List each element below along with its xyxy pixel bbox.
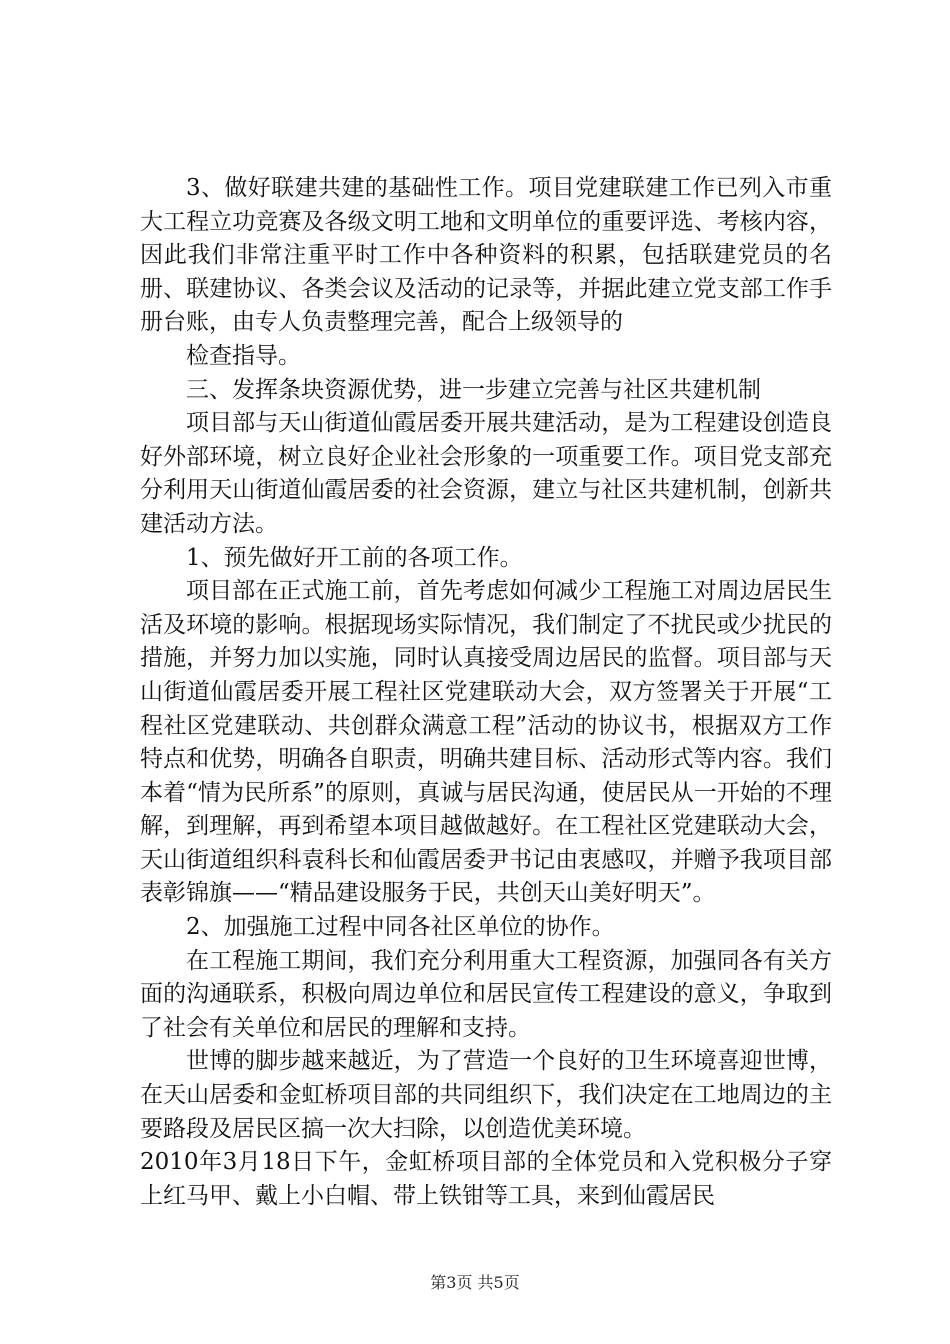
page-number-footer: 第3页 共5页 bbox=[430, 1273, 520, 1292]
paragraph-pre-construction: 项目部在正式施工前，首先考虑如何减少工程施工对周边居民生活及环境的影响。根据现场实际情况，我们制定了不扰民或少扰民的措施，并努力加以实施，同时认真接受周边居民的监督。项目部与天山街道仙霞居委开展工程社区党建联动大会，双方签署关于开展“工程社区党建联动、共创群众满意工程”活动的协议书，根据双方工作特点和优势，明确各自职责，明确共建目标、活动形式等内容。我们本着“情为民所系”的原则，真诚与居民沟通，使居民从一开始的不理解，到理解，再到希望本项目越做越好。在工程社区党建联动大会，天山街道组织科袁科长和仙霞居委尹书记由衷感叹，并赠予我项目部表彰锦旗——“精品建设服务于民，共创天山美好明天”。 bbox=[140, 578, 832, 907]
paragraph-community-cooperation: 项目部与天山街道仙霞居委开展共建活动，是为工程建设创造良好外部环境，树立良好企业社会形象的一项重要工作。项目党支部充分利用天山街道仙霞居委的社会资源，建立与社区共建机制，创新共建活动方法。 bbox=[140, 410, 832, 537]
subheading-item-1: 1、预先做好开工前的各项工作。 bbox=[186, 544, 523, 571]
paragraph-cleanup-activity: 2010年3月18日下午，金虹桥项目部的全体党员和入党积极分子穿上红马甲、戴上小白帽、带上铁钳等工具，来到仙霞居民 bbox=[140, 1149, 832, 1209]
subheading-item-2: 2、加强施工过程中同各社区单位的协作。 bbox=[186, 914, 615, 941]
paragraph-inspection: 检查指导。 bbox=[186, 342, 301, 369]
paragraph-expo: 世博的脚步越来越近，为了营造一个良好的卫生环境喜迎世博，在天山居委和金虹桥项目部的共同组织下，我们决定在工地周边的主要路段及居民区搞一次大扫除，以创造优美环境。 bbox=[140, 1048, 832, 1142]
paragraph-construction-period: 在工程施工期间，我们充分利用重大工程资源，加强同各有关方面的沟通联系，积极向周边单位和居民宣传工程建设的意义，争取到了社会有关单位和居民的理解和支持。 bbox=[140, 947, 832, 1041]
document-body bbox=[140, 172, 832, 1213]
paragraph-item-3: 3、做好联建共建的基础性工作。项目党建联建工作已列入市重大工程立功竞赛及各级文明工地和文明单位的重要评选、考核内容，因此我们非常注重平时工作中各种资料的积累，包括联建党员的名册、联建协议、各类会议及活动的记录等，并据此建立党支部工作手册台账，由专人负责整理完善，配合上级领导的 bbox=[140, 175, 832, 336]
section-heading-3: 三、发挥条块资源优势，进一步建立完善与社区共建机制 bbox=[186, 376, 761, 403]
